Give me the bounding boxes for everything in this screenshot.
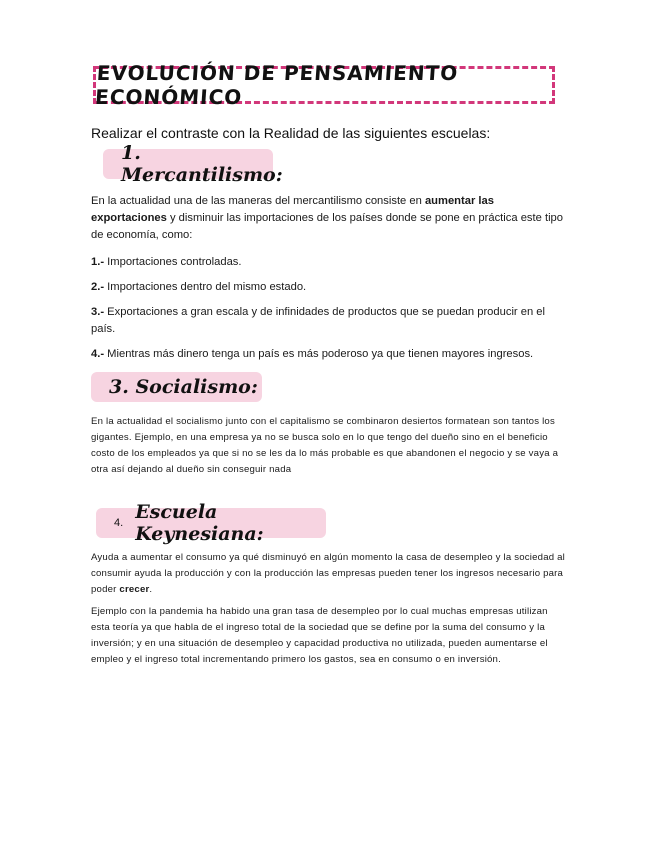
heading-keynesiana-label: Escuela Keynesiana: [135,501,264,545]
list-text: Importaciones dentro del mismo estado. [104,281,307,293]
text-run: En la actualidad una de las maneras del mercantilismo consiste en [91,195,425,207]
mercantilismo-paragraph [91,193,571,244]
keynesiana-paragraph-2: Ejemplo con la pandemia ha habido una gran tasa de desempleo por lo cual muchas empresas utilizan esta teoría ya que habla de el ingreso total de la sociedad que se define por la suma del consumo y la inversión; y en una situación de desempleo y capacidad productiva no utilizada, pueden aumentarse el empleo y el ingreso total incrementando primero los gastos, sea en consumo o en inversión. [91,606,548,665]
list-number: 4.- [91,348,105,360]
list-item [91,346,571,363]
text-run: y disminuir las importaciones de los países donde se pone en práctica este tipo de economía, como: [91,212,563,241]
list-text: Importaciones controladas. [104,256,242,268]
bold-text: crecer [119,584,150,595]
text-run: Ayuda a aumentar el consumo ya qué disminuyó en algún momento la casa de desempleo y la sociedad al consumir ayuda la producción y con la producción las empresas pueden tener los ingresos necesario para poder [91,552,566,595]
list-text: Exportaciones a gran escala y de infinidades de productos que se puedan producir en el país. [91,306,546,335]
heading-keynesiana-number: 4. [114,517,124,529]
bold-text: aumentar las exportaciones [91,195,494,224]
text-run: . [149,584,153,595]
heading-keynesiana [96,501,326,545]
heading-socialismo [91,372,262,402]
list-text: Mientras más dinero tenga un país es más poderoso ya que tienen mayores ingresos. [104,348,534,360]
page-title: EVOLUCIÓN DE PENSAMIENTO ECONÓMICO [94,61,460,109]
list-item [91,279,571,296]
heading-mercantilismo [103,142,283,186]
heading-mercantilismo-label: 1. Mercantilismo: [121,142,283,186]
keynesiana-paragraph-1 [91,550,569,598]
list-number: 1.- [91,256,105,268]
list-number: 3.- [91,306,105,318]
intro-text: Realizar el contraste con la Realidad de las siguientes escuelas: [91,125,491,141]
heading-socialismo-label: 3. Socialismo: [109,376,258,398]
title-frame [93,61,555,109]
list-number: 2.- [91,281,105,293]
list-item [91,304,571,338]
socialismo-paragraph: En la actualidad el socialismo junto con el capitalismo se combinaron desiertos formatean son tantos los gigantes. Ejemplo, en una empresa ya no se busca solo en lo que tengo del dueño sino en el beneficio costo de los empleados ya que si no se les da lo más probable es que abandonen el negocio y se vaya a otra así dejando al dueño sin conseguir nada [91,416,559,475]
list-item [91,254,571,271]
